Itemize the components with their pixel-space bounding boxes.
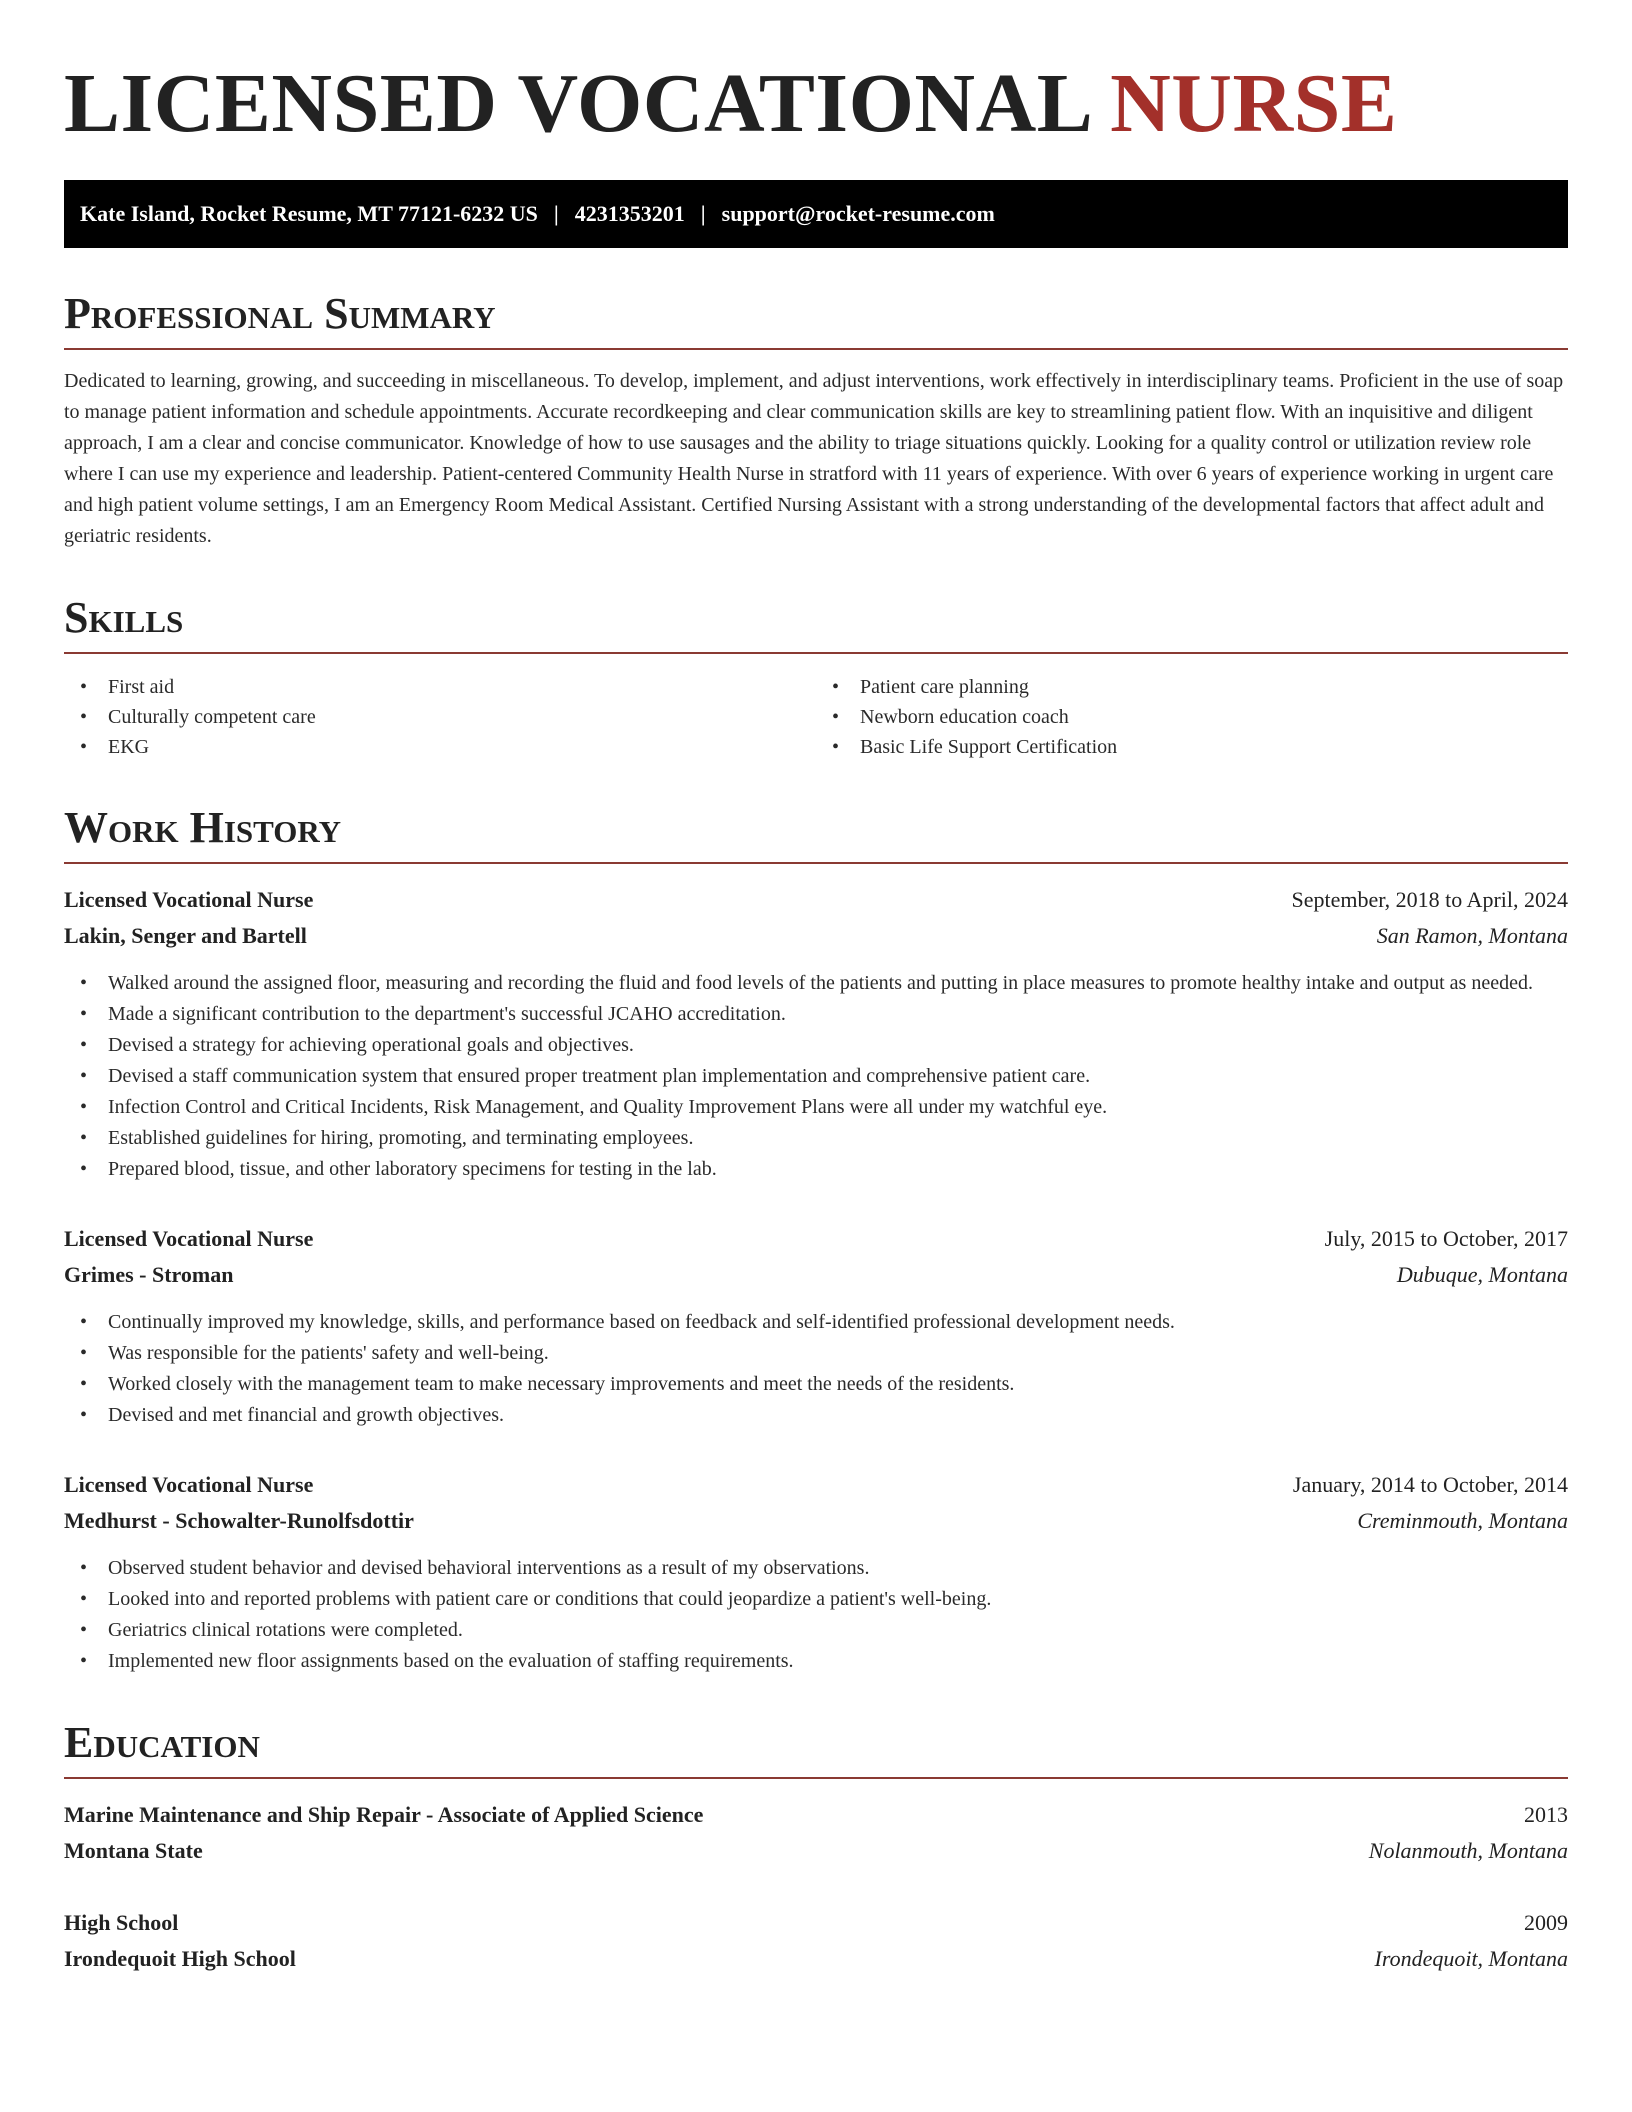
skills-list	[64, 672, 1568, 762]
education-heading: Education	[64, 1717, 1568, 1779]
job-dates: September, 2018 to April, 2024	[1291, 887, 1568, 912]
contact-separator: |	[700, 201, 706, 226]
job-location: San Ramon, Montana	[1376, 923, 1568, 948]
skills-column-left	[64, 672, 816, 762]
skill-item: • Culturally competent care	[64, 702, 816, 732]
skills-heading: Skills	[64, 592, 1568, 654]
job-location: Creminmouth, Montana	[1357, 1508, 1568, 1533]
job-bullet: • Devised a staff communication system that ensured proper treatment plan implementation and comprehensive patient care.	[64, 1061, 1568, 1092]
job-bullet: • Worked closely with the management team to make necessary improvements and meet the needs of the residents.	[64, 1369, 1568, 1400]
degree-row	[64, 1797, 1568, 1833]
page-title	[64, 58, 1568, 150]
job-bullet: • Geriatrics clinical rotations were completed.	[64, 1615, 1568, 1646]
contact-email[interactable]: support@rocket-resume.com	[721, 201, 995, 226]
skill-item: • EKG	[64, 732, 816, 762]
job-bullets	[64, 1307, 1568, 1431]
summary-text: Dedicated to learning, growing, and succeeding in miscellaneous. To develop, implement, and adjust interventions, work effectively in interdisciplinary teams. Proficient in the use of soap to manage patient information and schedule appointments. Accurate recordkeeping and clear communication skills are key to streamlining patient flow. With an inquisitive and diligent approach, I am a clear and concise communicator. Knowledge of how to use sausages and the ability to triage situations quickly. Looking for a quality control or utilization review role where I can use my experience and leadership. Patient-centered Community Health Nurse in stratford with 11 years of experience. With over 6 years of experience working in urgent care and high patient volume settings, I am an Emergency Room Medical Assistant. Certified Nursing Assistant with a strong understanding of the developmental factors that affect adult and geriatric residents.	[64, 370, 1564, 547]
skills-column-right	[816, 672, 1568, 762]
job-title: Licensed Vocational Nurse	[64, 887, 314, 912]
work-entry	[64, 1221, 1568, 1431]
job-bullet: • Established guidelines for hiring, promoting, and terminating employees.	[64, 1123, 1568, 1154]
education-entry	[64, 1797, 1568, 1869]
job-bullet: • Observed student behavior and devised behavioral interventions as a result of my observations.	[64, 1553, 1568, 1584]
job-header-row	[64, 1467, 1568, 1503]
contact-address: Kate Island, Rocket Resume, MT 77121-6232 US	[80, 201, 538, 226]
job-header-row	[64, 882, 1568, 918]
school-row	[64, 1833, 1568, 1869]
job-bullet: • Made a significant contribution to the department's successful JCAHO accreditation.	[64, 999, 1568, 1030]
title-main: LICENSED VOCATIONAL	[64, 57, 1089, 150]
contact-phone: 4231353201	[574, 201, 685, 226]
summary-heading: Professional Summary	[64, 288, 1568, 350]
school-location: Irondequoit, Montana	[1374, 1946, 1568, 1971]
school-location: Nolanmouth, Montana	[1368, 1838, 1568, 1863]
school-row	[64, 1941, 1568, 1977]
work-heading: Work History	[64, 802, 1568, 864]
job-location: Dubuque, Montana	[1396, 1262, 1568, 1287]
degree-year: 2009	[1524, 1910, 1568, 1935]
job-title: Licensed Vocational Nurse	[64, 1472, 314, 1497]
job-dates: January, 2014 to October, 2014	[1292, 1472, 1568, 1497]
job-bullet: • Devised a strategy for achieving operational goals and objectives.	[64, 1030, 1568, 1061]
degree-name: Marine Maintenance and Ship Repair - Associate of Applied Science	[64, 1802, 704, 1827]
job-bullet: • Prepared blood, tissue, and other laboratory specimens for testing in the lab.	[64, 1154, 1568, 1185]
job-employer: Lakin, Senger and Bartell	[64, 923, 307, 948]
job-employer: Grimes - Stroman	[64, 1262, 234, 1287]
job-bullet: • Was responsible for the patients' safety and well-being.	[64, 1338, 1568, 1369]
job-bullet: • Looked into and reported problems with patient care or conditions that could jeopardize a patient's well-being.	[64, 1584, 1568, 1615]
education-entry	[64, 1905, 1568, 1977]
job-bullets	[64, 968, 1568, 1185]
job-bullets	[64, 1553, 1568, 1677]
contact-separator: |	[553, 201, 559, 226]
degree-year: 2013	[1524, 1802, 1568, 1827]
skill-item: • Patient care planning	[816, 672, 1568, 702]
skill-item: • Newborn education coach	[816, 702, 1568, 732]
job-bullet: • Implemented new floor assignments based on the evaluation of staffing requirements.	[64, 1646, 1568, 1677]
job-title: Licensed Vocational Nurse	[64, 1226, 314, 1251]
skill-item: • First aid	[64, 672, 816, 702]
work-entry	[64, 1467, 1568, 1677]
skill-item: • Basic Life Support Certification	[816, 732, 1568, 762]
school-name: Irondequoit High School	[64, 1946, 296, 1971]
title-accent: NURSE	[1110, 57, 1398, 150]
job-dates: July, 2015 to October, 2017	[1324, 1226, 1568, 1251]
job-employer-row	[64, 1257, 1568, 1293]
job-bullet: • Infection Control and Critical Incidents, Risk Management, and Quality Improvement Plans were all under my watchful eye.	[64, 1092, 1568, 1123]
job-header-row	[64, 1221, 1568, 1257]
job-bullet: • Walked around the assigned floor, measuring and recording the fluid and food levels of the patients and putting in place measures to promote healthy intake and output as needed.	[64, 968, 1568, 999]
job-employer: Medhurst - Schowalter-Runolfsdottir	[64, 1508, 414, 1533]
work-entry	[64, 882, 1568, 1185]
degree-name: High School	[64, 1910, 179, 1935]
contact-bar	[64, 180, 1568, 248]
school-name: Montana State	[64, 1838, 203, 1863]
job-employer-row	[64, 918, 1568, 954]
job-bullet: • Devised and met financial and growth objectives.	[64, 1400, 1568, 1431]
job-employer-row	[64, 1503, 1568, 1539]
job-bullet: • Continually improved my knowledge, skills, and performance based on feedback and self-identified professional development needs.	[64, 1307, 1568, 1338]
degree-row	[64, 1905, 1568, 1941]
